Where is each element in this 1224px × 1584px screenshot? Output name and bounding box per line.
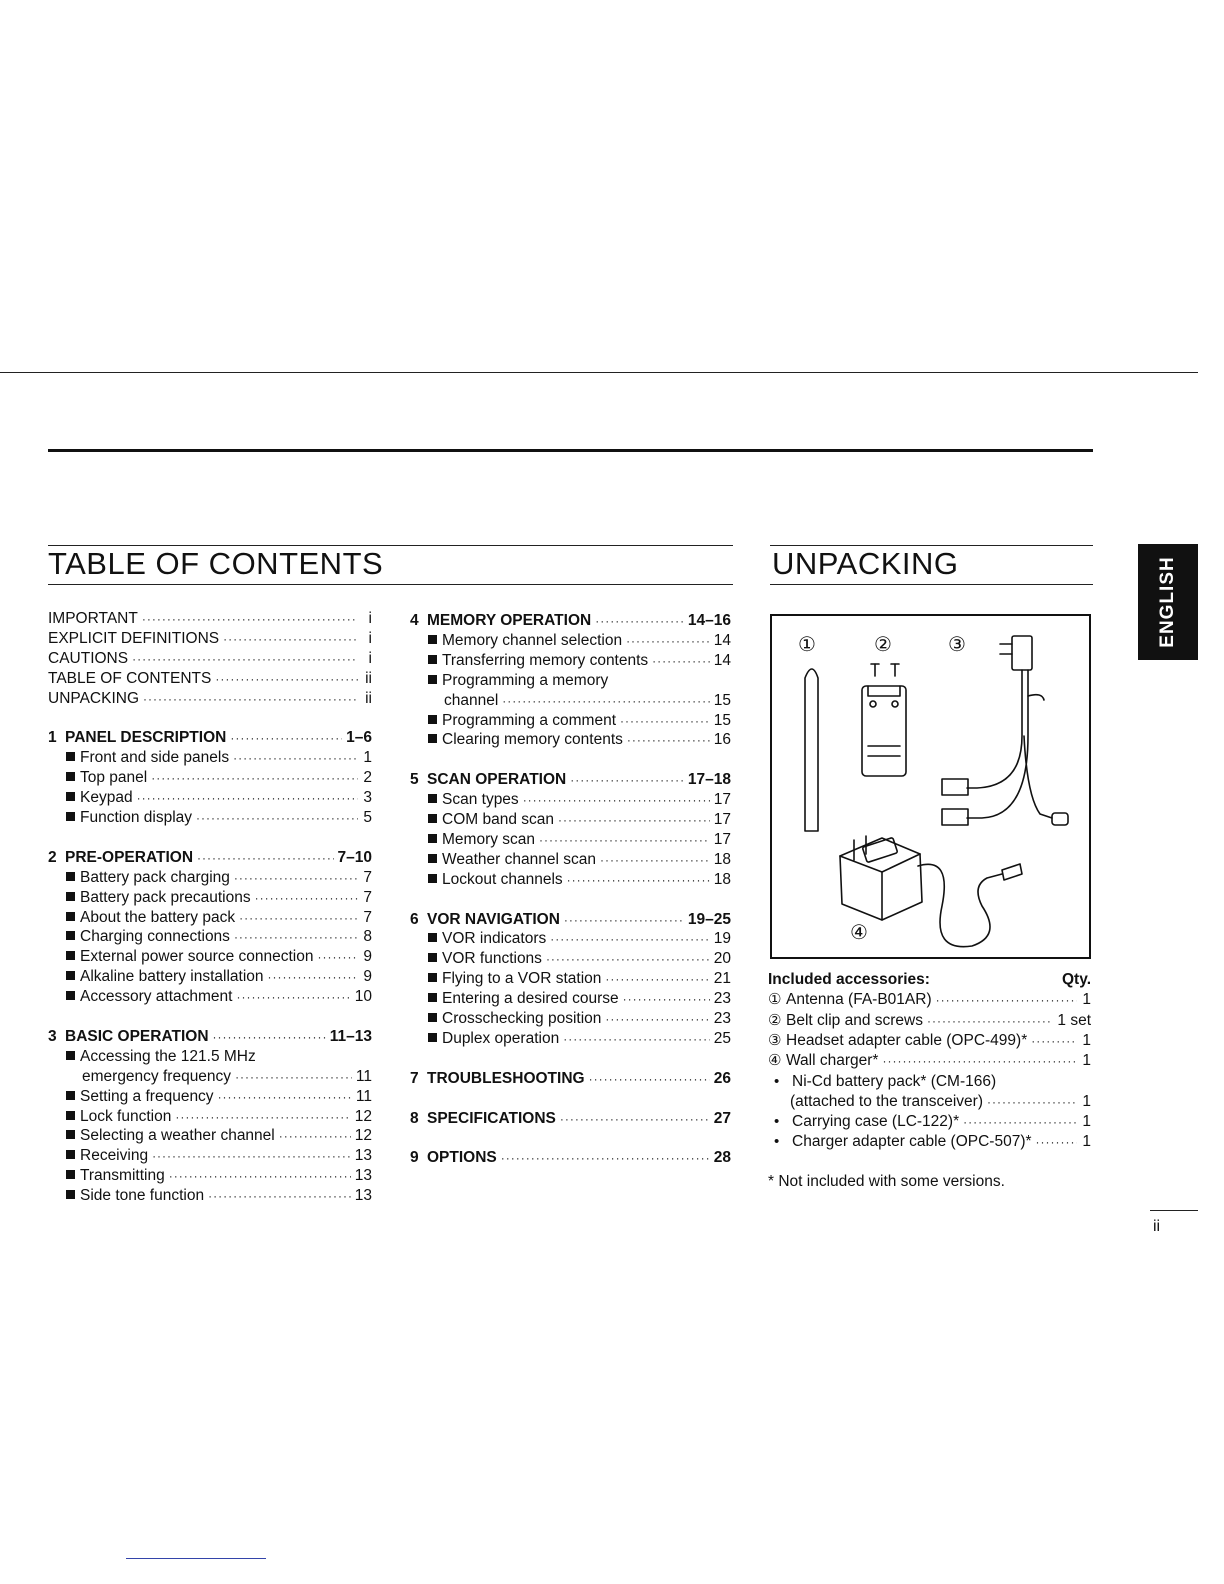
dot-leader [233, 748, 358, 768]
square-bullet-icon [428, 993, 437, 1002]
page-ref: 28 [713, 1149, 731, 1167]
page-ref: 3 [363, 789, 372, 807]
square-bullet-icon [66, 1150, 75, 1159]
page-ref: 14 [713, 651, 731, 669]
page-number-rule [1150, 1210, 1198, 1211]
toc-subentry [410, 651, 731, 671]
page-ref: i [368, 610, 372, 627]
dot-leader [567, 870, 710, 890]
toc-subentry [410, 790, 731, 810]
headset-adapter-cable-icon [942, 636, 1068, 825]
entry-label: Side tone function [80, 1187, 205, 1205]
page-ref: 8 [363, 928, 372, 946]
entry-label: VOR indicators [442, 930, 547, 948]
toc-subentry [48, 1186, 372, 1206]
toc-subentry [48, 888, 372, 908]
square-bullet-icon [66, 772, 75, 781]
toc-subentry [48, 768, 372, 788]
entry-label: Keypad [80, 789, 133, 807]
square-bullet-icon [428, 973, 437, 982]
entry-label: Memory scan [442, 830, 536, 848]
entry-label: Crosschecking position [442, 1010, 602, 1027]
toc-subentry [410, 949, 731, 969]
page-ref: 27 [713, 1109, 731, 1127]
section-title: PANEL DESCRIPTION [65, 729, 227, 747]
dot-leader [279, 1126, 351, 1146]
entry-label: Transferring memory contents [442, 651, 649, 669]
wall-charger-icon [840, 836, 1022, 947]
entry-label: Charging connections [80, 928, 230, 946]
dot-leader [600, 850, 710, 870]
toc-section-heading [410, 1109, 731, 1129]
toc-subentry [48, 748, 372, 768]
dot-leader [218, 1087, 352, 1107]
section-number: 3 [48, 1027, 57, 1045]
section-number: 7 [410, 1069, 419, 1087]
accessories-header-label: Included accessories: [768, 971, 930, 988]
dot-leader [234, 868, 358, 888]
section-number: 2 [48, 848, 57, 866]
bottom-artifact-line [126, 1558, 266, 1559]
section-title: VOR NAVIGATION [427, 910, 560, 928]
square-bullet-icon [66, 951, 75, 960]
entry-label: Battery pack precautions [80, 888, 251, 906]
entry-label: Programming a memory [442, 671, 609, 689]
section-title: SCAN OPERATION [427, 771, 567, 789]
dot-leader [627, 730, 710, 750]
page-ref: 17 [713, 830, 731, 848]
item-marker: • [774, 1072, 780, 1090]
entry-label: Transmitting [80, 1167, 165, 1185]
dot-leader [152, 1146, 351, 1166]
page-ref: 11 [355, 1067, 372, 1085]
dot-leader [605, 1009, 709, 1029]
square-bullet-icon [66, 971, 75, 980]
dot-leader [234, 927, 358, 947]
dot-leader [137, 788, 358, 808]
item-marker: ② [768, 1011, 782, 1029]
square-bullet-icon [66, 1051, 75, 1060]
page-ref: 19 [713, 930, 731, 948]
item-marker: ④ [768, 1052, 782, 1070]
dot-leader [963, 1112, 1077, 1132]
page-ref: 18 [713, 850, 731, 868]
dot-leader [1031, 1031, 1077, 1051]
page-ref: 1–6 [346, 729, 372, 747]
accessory-label: (attached to the transceiver) [790, 1092, 983, 1110]
square-bullet-icon [66, 872, 75, 881]
page-ref: 9 [363, 968, 372, 986]
toc-subentry [410, 810, 731, 830]
accessory-label: Wall charger* [786, 1052, 879, 1070]
square-bullet-icon [66, 1091, 75, 1100]
toc-subentry [410, 969, 731, 989]
belt-clip-icon [862, 664, 906, 776]
toc-subentry [410, 671, 731, 691]
toc-subentry [48, 808, 372, 828]
accessory-label: Ni-Cd battery pack* (CM-166) [792, 1072, 997, 1090]
accessory-item [768, 1132, 1091, 1152]
dot-leader [239, 908, 358, 928]
square-bullet-icon [428, 794, 437, 803]
entry-label: Clearing memory contents [442, 731, 623, 749]
dot-leader [215, 669, 358, 689]
dot-leader [197, 848, 333, 868]
top-rule [0, 372, 1198, 373]
header-rule [48, 449, 1093, 452]
accessory-qty: 1 [1082, 1113, 1091, 1131]
toc-subentry [48, 1087, 372, 1107]
section-number: 8 [410, 1109, 419, 1127]
dot-leader [169, 1166, 351, 1186]
toc-subentry [410, 850, 731, 870]
square-bullet-icon [66, 1170, 75, 1179]
page-ref: 15 [713, 711, 731, 729]
entry-label: Battery pack charging [80, 868, 230, 886]
toc-subentry [410, 711, 731, 731]
page-ref: 19–25 [687, 910, 731, 928]
dot-leader [546, 949, 710, 969]
square-bullet-icon [66, 812, 75, 821]
toc-section-heading [410, 1069, 731, 1089]
accessory-item [768, 1092, 1091, 1112]
item-marker: ③ [768, 1031, 782, 1049]
toc-section-heading [410, 1148, 731, 1168]
dot-leader [564, 910, 684, 930]
language-tab [1138, 544, 1198, 660]
dot-leader [882, 1051, 1077, 1071]
figure-label-1: ① [798, 634, 816, 656]
square-bullet-icon [66, 792, 75, 801]
square-bullet-icon [428, 675, 437, 684]
toc-subentry [410, 830, 731, 850]
page-ref: 11–13 [329, 1027, 372, 1045]
page-ref: 17 [713, 811, 731, 828]
page-ref: i [368, 649, 372, 667]
toc-subentry [48, 868, 372, 888]
page-ref: 17–18 [687, 771, 731, 789]
toc-subentry [48, 987, 372, 1007]
page-ref: 14 [713, 631, 731, 649]
square-bullet-icon [428, 933, 437, 942]
toc-subentry [48, 1146, 372, 1166]
section-number: 4 [410, 612, 419, 629]
accessory-item [768, 1011, 1091, 1031]
page-ref: 18 [713, 870, 731, 888]
page-ref: 23 [713, 990, 731, 1008]
toc-subentry [48, 1126, 372, 1146]
item-marker: ① [768, 991, 782, 1009]
figure-label-4: ④ [850, 922, 868, 944]
entry-label: Accessory attachment [80, 988, 233, 1006]
entry-label: Duplex operation [442, 1029, 560, 1047]
toc-subentry-continued: emergency frequency ····· 11 [48, 1067, 372, 1087]
dot-leader [213, 1027, 326, 1047]
entry-label: Alkaline battery installation [80, 968, 264, 986]
dot-leader [502, 691, 709, 711]
page-ref: 7 [363, 908, 372, 926]
square-bullet-icon [66, 912, 75, 921]
item-marker: • [774, 1133, 780, 1151]
page-ref: 7–10 [337, 848, 372, 866]
square-bullet-icon [66, 931, 75, 940]
dot-leader [560, 1109, 710, 1129]
entry-label: Lockout channels [442, 870, 563, 888]
dot-leader [196, 808, 358, 828]
accessory-qty: 1 [1082, 1133, 1091, 1151]
accessory-label: Belt clip and screws [786, 1011, 923, 1029]
dot-leader [626, 631, 710, 651]
dot-leader [550, 929, 710, 949]
toc-title: TABLE OF CONTENTS [48, 546, 384, 581]
page-ref: 7 [363, 888, 372, 906]
footnote: * Not included with some versions. [768, 1173, 1005, 1190]
square-bullet-icon [66, 892, 75, 901]
page-ref: 13 [354, 1167, 372, 1185]
accessories-figure [770, 614, 1091, 959]
square-bullet-icon [428, 854, 437, 863]
toc-title-rule-bottom [48, 584, 733, 585]
square-bullet-icon [428, 834, 437, 843]
dot-leader [235, 1067, 352, 1087]
entry-label: Scan types [442, 791, 519, 809]
antenna-icon [805, 669, 818, 831]
toc-subentry [48, 927, 372, 947]
page-ref: 23 [713, 1010, 731, 1027]
accessory-item [768, 1031, 1091, 1051]
toc-entry: IMPORTANT ····· i [48, 609, 372, 629]
toc-subentry [410, 631, 731, 651]
square-bullet-icon [428, 953, 437, 962]
toc-entry: TABLE OF CONTENTS ····· ii [48, 669, 372, 689]
accessory-item [768, 1112, 1091, 1132]
entry-label: Accessing the 121.5 MHz [80, 1047, 256, 1065]
dot-leader [623, 989, 710, 1009]
toc-section-heading [48, 728, 372, 748]
accessory-qty: 1 [1082, 991, 1091, 1009]
dot-leader [143, 689, 358, 709]
page-ref: 25 [713, 1029, 731, 1047]
toc-subentry [410, 1029, 731, 1049]
section-number: 1 [48, 729, 57, 747]
page-ref: ii [365, 669, 372, 687]
accessory-label: Antenna (FA-B01AR) [786, 991, 932, 1009]
accessory-qty: 1 [1082, 1052, 1091, 1070]
unpacking-title-rule-bottom [770, 584, 1093, 585]
section-number: 6 [410, 910, 419, 928]
toc-subentry [48, 1107, 372, 1127]
entry-label: Entering a desired course [442, 990, 619, 1008]
page-ref: 20 [713, 950, 731, 968]
square-bullet-icon [428, 734, 437, 743]
toc-subentry [410, 870, 731, 890]
page-ref: 15 [713, 691, 731, 709]
section-title: SPECIFICATIONS [427, 1109, 556, 1127]
toc-subentry [410, 989, 731, 1009]
section-number: 5 [410, 771, 419, 789]
dot-leader [230, 728, 342, 748]
section-title: PRE-OPERATION [65, 848, 194, 866]
page-ref: 11 [355, 1087, 372, 1105]
entry-label: VOR functions [442, 950, 542, 968]
page-ref: i [368, 629, 372, 647]
dot-leader [936, 990, 1077, 1010]
square-bullet-icon [428, 814, 437, 823]
toc-subentry [48, 1166, 372, 1186]
square-bullet-icon [66, 1190, 75, 1199]
unpacking-title: UNPACKING [772, 546, 959, 581]
section-number: 9 [410, 1149, 419, 1167]
page-ref: 16 [713, 731, 731, 749]
entry-label: Function display [80, 809, 193, 826]
entry-label: Lock function [80, 1107, 172, 1125]
accessory-item [768, 1051, 1091, 1071]
toc-section-heading [410, 611, 731, 631]
entry-label: Front and side panels [80, 749, 230, 767]
accessories-header [768, 970, 1091, 990]
accessory-qty: 1 set [1057, 1011, 1091, 1029]
figure-label-2: ② [874, 634, 892, 656]
dot-leader [142, 609, 358, 629]
toc-subentry [48, 947, 372, 967]
section-title: MEMORY OPERATION [427, 612, 592, 629]
toc-subentry [410, 1009, 731, 1029]
square-bullet-icon [428, 1033, 437, 1042]
accessories-qty-header: Qty. [1062, 971, 1091, 988]
dot-leader [151, 768, 358, 788]
page-ref: 7 [363, 868, 372, 886]
dot-leader [589, 1069, 710, 1089]
dot-leader [208, 1186, 351, 1206]
dot-leader [223, 629, 358, 649]
toc-subentry-continued: channel ····· 15 [410, 691, 731, 711]
toc-subentry [410, 730, 731, 750]
accessory-label: Charger adapter cable (OPC-507)* [792, 1133, 1032, 1151]
page-ref: ii [365, 689, 372, 707]
page-ref: 5 [363, 809, 372, 826]
accessory-label: Carrying case (LC-122)* [792, 1113, 960, 1131]
toc-section-heading [410, 770, 731, 790]
toc-section-heading [410, 910, 731, 930]
toc-subentry [48, 1047, 372, 1067]
item-marker: • [774, 1113, 780, 1131]
page-ref: 21 [713, 970, 731, 988]
page-ref: 12 [354, 1127, 372, 1145]
page-number: ii [1153, 1218, 1161, 1235]
entry-label: Setting a frequency [80, 1087, 214, 1105]
page-ref: 10 [354, 988, 372, 1006]
entry-label: Flying to a VOR station [442, 970, 602, 988]
figure-label-3: ③ [948, 634, 966, 656]
dot-leader [268, 967, 358, 987]
dot-leader [132, 649, 358, 669]
dot-leader [652, 651, 710, 671]
entry-label: Selecting a weather channel [80, 1127, 275, 1145]
section-title: OPTIONS [427, 1149, 497, 1167]
page-ref: 9 [363, 948, 372, 966]
square-bullet-icon [66, 991, 75, 1000]
entry-label: COM band scan [442, 811, 554, 828]
dot-leader [987, 1092, 1077, 1112]
entry-label: Memory channel selection [442, 631, 623, 649]
page-ref: 13 [354, 1187, 372, 1205]
page-ref: 12 [354, 1107, 372, 1125]
toc-subentry [48, 908, 372, 928]
square-bullet-icon [66, 752, 75, 761]
toc-entry: EXPLICIT DEFINITIONS ····· i [48, 629, 372, 649]
accessory-item [768, 990, 1091, 1010]
dot-leader [539, 830, 710, 850]
accessory-label: Headset adapter cable (OPC-499)* [786, 1031, 1028, 1049]
square-bullet-icon [66, 1111, 75, 1120]
entry-label: Top panel [80, 769, 148, 787]
dot-leader [927, 1011, 1053, 1031]
dot-leader [570, 770, 684, 790]
toc-entry: CAUTIONS ····· i [48, 649, 372, 669]
page-ref: 17 [713, 791, 731, 809]
square-bullet-icon [428, 1013, 437, 1022]
toc-subentry [48, 788, 372, 808]
accessory-item [768, 1072, 1091, 1092]
dot-leader [175, 1107, 350, 1127]
square-bullet-icon [428, 635, 437, 644]
page-ref: 2 [363, 769, 372, 787]
dot-leader [605, 969, 709, 989]
square-bullet-icon [66, 1130, 75, 1139]
entry-label: Programming a comment [442, 711, 617, 729]
entry-label: Receiving [80, 1147, 149, 1165]
toc-subentry [410, 929, 731, 949]
accessory-qty: 1 [1082, 1031, 1091, 1049]
entry-label: About the battery pack [80, 908, 236, 926]
toc-section-heading [48, 848, 372, 868]
dot-leader [523, 790, 710, 810]
toc-section-heading [48, 1027, 372, 1047]
dot-leader [620, 711, 710, 731]
dot-leader [595, 611, 684, 631]
entry-label: External power source connection [80, 948, 314, 966]
square-bullet-icon [428, 715, 437, 724]
dot-leader [236, 987, 350, 1007]
page-ref: 14–16 [687, 612, 731, 629]
page-ref: 1 [363, 749, 372, 767]
toc-subentry [48, 967, 372, 987]
dot-leader [501, 1148, 710, 1168]
section-title: TROUBLESHOOTING [427, 1069, 585, 1087]
entry-label: Weather channel scan [442, 850, 596, 868]
accessories-illustration [772, 616, 1089, 957]
page-ref: 13 [354, 1147, 372, 1165]
dot-leader [558, 810, 710, 830]
page-ref: 26 [713, 1069, 731, 1087]
square-bullet-icon [428, 655, 437, 664]
accessory-qty: 1 [1082, 1092, 1091, 1110]
dot-leader [563, 1029, 710, 1049]
dot-leader [255, 888, 358, 908]
square-bullet-icon [428, 874, 437, 883]
section-title: BASIC OPERATION [65, 1027, 209, 1045]
toc-entry: UNPACKING ····· ii [48, 689, 372, 709]
dot-leader [1036, 1132, 1077, 1152]
language-tab-label: ENGLISH [1157, 556, 1178, 648]
dot-leader [318, 947, 359, 967]
